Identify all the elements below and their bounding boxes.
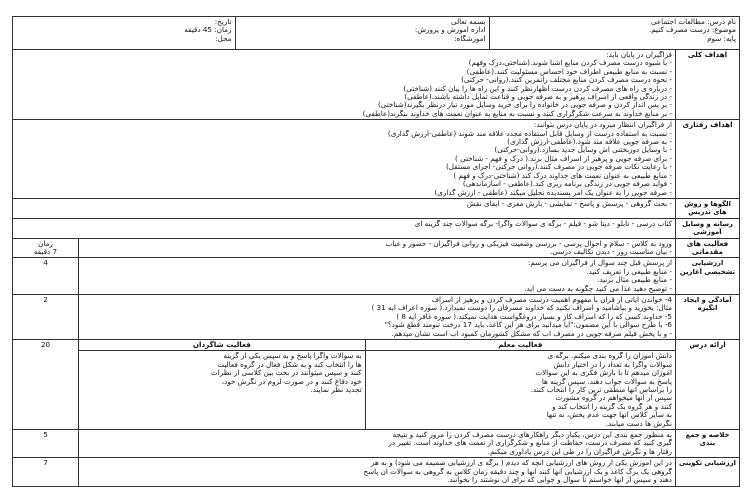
text-line: آموزان میدهم تا با بارش فکری به این سوالات [535, 369, 672, 378]
motivation-time: 2 [13, 294, 79, 339]
text-line: - در زندگی واقعی از اسراف پرهیز و به صرفه جویی و قناعت تمایل داشته باشند.(عاطفی) [404, 93, 672, 102]
text-line: - برای صرفه جویی و پرهیز از اسراف مثال بزند.( درک و فهم - شناختی ) [455, 154, 672, 163]
school-name: آموزشگاه: [454, 34, 486, 43]
intro-activities-label: فعالیت های مقدماتی [676, 238, 740, 258]
text-line: - منابع طبیعی مثال بزنید. [597, 276, 672, 285]
presentation-row [13, 340, 740, 430]
summary-content [79, 430, 676, 458]
text-line: 6- با طرح سوالی با این مضمون:"آیا میدانید برای هر این کاغذ، باید 17 درخت تنومند قطع شود؟" [384, 321, 672, 330]
text-line: دهند و سپس از آنها خواستم تا سوال و جوابی که برای آن نوشتند را بخوانند. [447, 476, 672, 485]
text-line: سپس از آنها میخواهم در گروه مشورت [555, 394, 672, 403]
general-goals-row [13, 50, 740, 120]
text-line: - نحوه درست مصرف کردن منابع مختلف راتمرین کنند.(روانی- حرکتی) [461, 76, 672, 85]
behavioral-goals-label: اهداف رفتاری [676, 120, 740, 199]
time-header: زمان [38, 239, 53, 248]
pre-assessment-label: ارزشیابی تشخیصی آغازین [676, 258, 740, 295]
text-line: - بر منابع خداوند به سرعت شکرگزاری کنند و نسبت به منابع به عنوان نعمت های خداوند بنگرند(عاطفی) [362, 109, 672, 118]
text-line: به سایر کلاس آنها جهت عدم پخش، نه تنها [546, 411, 672, 420]
intro-time-cell [13, 238, 79, 258]
teacher-activity [365, 351, 675, 429]
text-line: - توضیح دهید غذا می کنید چگونه به دست می آید. [524, 284, 672, 293]
text-line: سوالات واگرا به تعداد را در اختیار دانش [553, 360, 672, 369]
motivation-content [79, 294, 676, 339]
text-line: ها را انتخاب کند و به شکل فعال در گروه فعالیت [217, 360, 362, 369]
final-assessment-label: ارزشیابی تکوینی [676, 458, 740, 486]
header-row [13, 17, 740, 50]
text-line: - با وسایل دوربختنی اش وسایل جدید بسازد.(روانی-حرکتی) [494, 146, 672, 155]
text-line: در این آموزش یکی از روش های ارزشیابی آنچه که دیدم ( برگه ی ارزشیابی ضمیمه می شود) و به هر [371, 459, 672, 468]
text-line: فراگیران در پایان باید: [606, 51, 672, 59]
pre-assessment-content [79, 258, 676, 295]
teacher-activity-header: فعالیت معلم [365, 340, 675, 351]
text-line: - بیان مناسبت روز - دیدن تکالیف درسی. [550, 247, 672, 256]
teaching-methods-content [13, 198, 676, 218]
behavioral-goals-content [13, 120, 676, 199]
text-line: از پرسش قبل چند سوال از فراگیران می پرسم: [527, 259, 672, 268]
text-line: - منابع طبیعی به عنوان نعمت های خداوند درک کند (شناختی-درک و فهم ) [453, 171, 672, 180]
presentation-label: ارائه درس [676, 340, 740, 430]
text-line: - و با پخش فیلم صرفه جویی در مصرف آب که مشکل کشورمان کمبود آب است نشان میدهم. [391, 329, 672, 338]
text-line: - با شیوه درست مصرف کردن منابع آشنا شوند.(شناختی،درک وفهم) [468, 59, 672, 68]
presentation-time: 20 [13, 340, 79, 430]
final-assessment-content [79, 458, 676, 486]
place-field: محل: [215, 34, 232, 43]
text-line: تجدید نظر نمایند. [310, 386, 362, 395]
lesson-topic: موضوع: درست مصرف کنیم. [648, 26, 736, 35]
text-line: 5- خداوند کسی که را که اسراف کار و بسیار دروغگواست هدایت نمیکند.( سوره غافر آیه 8 ) [396, 312, 672, 321]
teaching-methods-row [13, 198, 740, 218]
text-line: کتاب درسی - تابلو - دیتا شو - فیلم - برگه ی سوالات واگرا- برگه سوالات چند گزینه ای [414, 219, 672, 228]
time-value: 7 دقیقه [33, 247, 58, 256]
duration-field: زمان: 45 دقیقه [184, 26, 232, 35]
text-line: گروهی یک برگ کاغذ و یک ارزشیابی آنها کنند آنها و چند دقیقه زمان کلاس به گروهی به سوالات آن پاسخ [363, 467, 672, 476]
bismillah: بسمه تعالی [450, 18, 486, 26]
media-label: رسانه و وسایل آموزشی [676, 218, 740, 238]
text-line: از فراگیران انتظار میرود در پایان درس بتوانند: [533, 121, 672, 130]
presentation-content [79, 340, 676, 430]
final-assessment-row [13, 458, 740, 486]
behavioral-goals-row [13, 120, 740, 199]
student-activity [79, 351, 365, 429]
text-line: را براساس آنها منطقی ترین کار را انتخاب کنند. [530, 386, 672, 395]
date-field: تاریخ: [214, 18, 232, 26]
pre-assessment-row [13, 258, 740, 295]
media-row [13, 218, 740, 238]
text-line: - نسبت به منابع طبیعی اطراف خود احساس مسئولیت کنند.(عاطفی) [466, 67, 672, 76]
motivation-label: آمادگی و ایجاد انگیزه [676, 294, 740, 339]
text-line: - صرفه جویی را به عنوان یک امر پسندیده تحلیل میکند (عاطفی - ارزش گذاری) [434, 188, 672, 197]
final-assessment-time: 7 [13, 458, 79, 486]
text-line: - با رعایت نکات صرفه جویی در مصرف کنند.(روانی حرکتی- اجرای مستقل) [445, 163, 672, 172]
intro-activities-content [79, 238, 676, 258]
summary-label: خلاصه و جمع بندی [676, 430, 740, 458]
lesson-plan-sheet [12, 16, 740, 485]
general-goals-label: اهداف کلی [676, 50, 740, 120]
text-line: پاسخ به سوالات جواب دهند. سپس گزینه ها [541, 377, 672, 386]
summary-row [13, 430, 740, 458]
text-line: رفتار ها و نگرش فراگیران را در طی این درس یادآوری میکنم. [487, 447, 672, 456]
education-office: اداره آموزش و پرورش: [414, 26, 486, 35]
grade: پایه: سوم [707, 34, 736, 43]
text-line: - بحث گروهی - پرسش و پاسخ - نمایشی - بارش مغزی - ایفای نقش [466, 199, 672, 208]
pre-assessment-time: 4 [13, 258, 79, 295]
text-line: مثال: بخورید و بیاشامید و اسراف نکنید که خداوند مسرفان را دوست نمیدارد.( سوره اعراف آیه 31 ) [371, 304, 672, 313]
text-line: 4- خواندن آیاتی از قرآن با مفهوم اهمیت درست مصرف کردن و پرهیز از اسراف [431, 295, 672, 304]
lesson-plan-table [12, 16, 740, 487]
media-content [13, 218, 676, 238]
text-line: کنند و سپس میتوانند در بحث بین کلاسی از نظرات [211, 369, 362, 378]
general-goals-content [13, 50, 676, 120]
text-line: دانش آموزان را گروه بندی میکنم. برگه ی [547, 352, 672, 361]
text-line: کنند و هر گروه یک گزینه را انتخاب کند و [552, 402, 672, 411]
text-line: نگرش ها دست میابند. [605, 419, 672, 428]
text-line: خود دفاع کنند و در صورت لزوم در نگرش خود، [221, 377, 362, 386]
text-line: به منظور جمع بندی این درس، یکبار دیگر راهکارهای درست مصرف کردن را مرور کنید و نتیجه [392, 431, 672, 440]
student-activity-header: فعالیت شاگردان [79, 340, 365, 351]
motivation-row [13, 294, 740, 339]
text-line: ورود به کلاس - سلام و احوال پرسی - بررسی وضعیت فیزیکی و روانی فراگیران - حضور و غیاب [385, 239, 672, 248]
intro-activities-row [13, 238, 740, 258]
text-line: - فواید صرفه جویی در زندگی برنامه ریزی کند.(عاطفی - اسازماندهی) [462, 180, 672, 189]
text-line: به سوالات واگرا پاسخ و به سپس یکی از گزینه [223, 352, 362, 361]
teaching-methods-label: الگوها و روش های تدریس [676, 198, 740, 218]
summary-time: 5 [13, 430, 79, 458]
text-line: - منابع طبیعی را تعریف کنید. [586, 267, 672, 276]
text-line: گیری کنید که مصرف درست، حفاظت از منابع و شکرگزاری از نعمت های خداوند است. تغییر در [388, 439, 672, 448]
text-line: - بر پس انداز کردن و صرفه جویی در خانواده را برای خرید وسایل مورد نیاز درنظر بگیرند(شناختی) [377, 101, 672, 110]
text-line: - نسبت به استفاده درست از وسایل قابل استفاده مجدد علاقه مند شوند (عاطفی-ارزش گذاری) [387, 129, 672, 138]
text-line: - به صرفه جویی علاقه مند شود.(عاطفی-ارزش گذاری) [507, 138, 672, 147]
text-line: - درباره ی راه های مصرف کردن درست اظهارنظر کنند و این راه ها را بیان کنند (شناختی) [403, 84, 672, 93]
course-name: نام درس: مطالعات اجتماعی [650, 18, 736, 26]
